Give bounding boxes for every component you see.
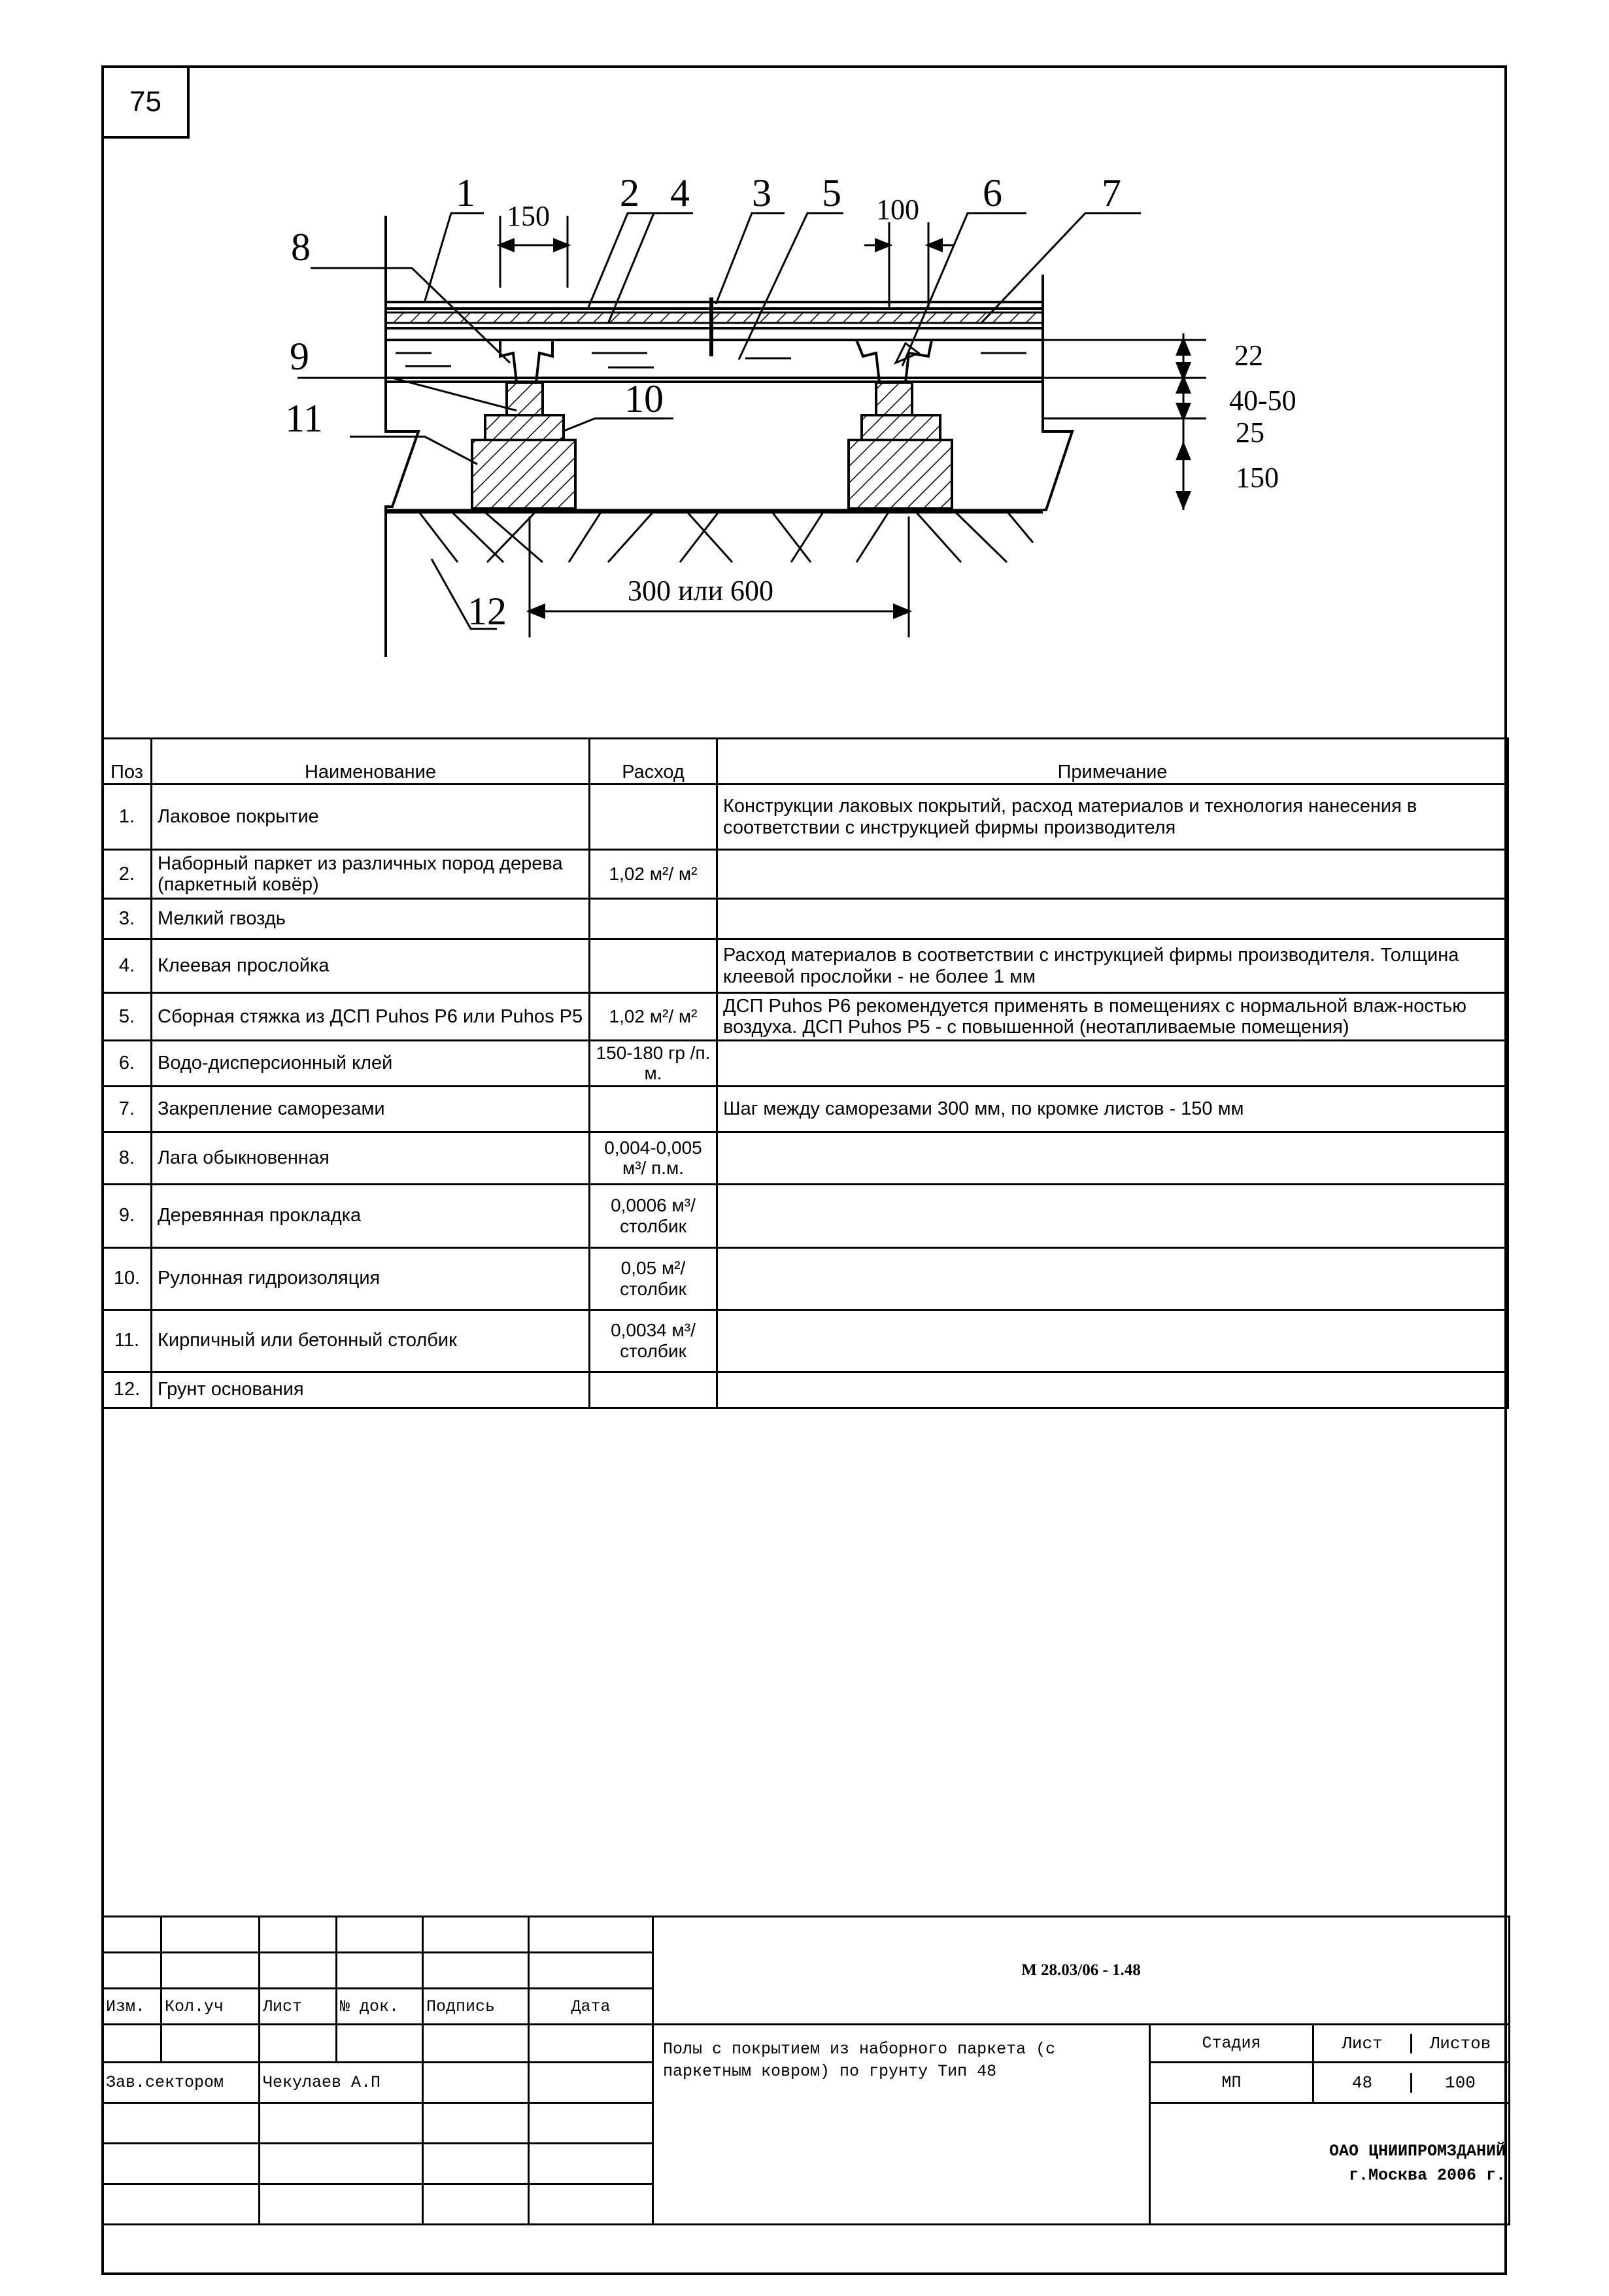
row-pos: 1. [103, 785, 152, 850]
table-row [103, 1184, 1508, 1247]
callout-6: 6 [983, 171, 1002, 214]
row-rate [590, 1086, 717, 1132]
callout-3: 3 [752, 171, 771, 214]
org-name: ОАО ЦНИИПРОМЗДАНИЙ [1329, 2142, 1506, 2161]
callout-11: 11 [285, 397, 323, 440]
head-of-sector-name: Чекулаев А.П [260, 2063, 423, 2103]
row-pos: 9. [103, 1184, 152, 1247]
stage-label: Стадия [1150, 2025, 1313, 2063]
row-name: Мелкий гвоздь [152, 899, 590, 939]
col-date: Дата [529, 1989, 653, 2025]
drawing-title: Полы с покрытием из наборного паркета (с паркетным ковром) по грунту Тип 48 [653, 2025, 1150, 2225]
row-rate [590, 899, 717, 939]
organization [1150, 2103, 1510, 2225]
table-row [103, 1309, 1508, 1372]
row-note [717, 899, 1508, 939]
dim-22: 22 [1234, 339, 1263, 371]
row-rate [590, 939, 717, 993]
header-name: Наименование [152, 739, 590, 785]
row-pos: 3. [103, 899, 152, 939]
sheets-label: Листов [1429, 2033, 1491, 2053]
row-note [717, 1372, 1508, 1408]
col-izm: Изм. [103, 1989, 161, 2025]
row-name: Деревянная прокладка [152, 1184, 590, 1247]
dim-100: 100 [876, 194, 919, 226]
row-note: Шаг между саморезами 300 мм, по кромке листов - 150 мм [717, 1086, 1508, 1132]
row-name: Сборная стяжка из ДСП Puhos P6 или Puhos P5 [152, 993, 590, 1041]
row-name: Наборный паркет из различных пород дерева (паркетный ковёр) [152, 850, 590, 899]
row-name: Клеевая прослойка [152, 939, 590, 993]
col-doc-no: № док. [337, 1989, 423, 2025]
row-note [717, 1184, 1508, 1247]
row-rate [590, 785, 717, 850]
table-row [103, 993, 1508, 1041]
document-code: М 28.03/06 - 1.48 [653, 1917, 1510, 2025]
row-pos: 7. [103, 1086, 152, 1132]
table-row [103, 1086, 1508, 1132]
row-note [717, 850, 1508, 899]
org-city-year: г.Москва 2006 г. [1348, 2165, 1506, 2185]
header-note: Примечание [717, 739, 1508, 785]
row-pos: 10. [103, 1247, 152, 1309]
col-kol-uch: Кол.уч [161, 1989, 260, 2025]
row-name: Водо-дисперсионный клей [152, 1041, 590, 1087]
title-block [101, 1916, 1510, 2225]
row-pos: 6. [103, 1041, 152, 1087]
callout-9: 9 [290, 335, 309, 378]
row-note [717, 1041, 1508, 1087]
spec-header-row [103, 739, 1508, 785]
table-row [103, 899, 1508, 939]
table-row [103, 785, 1508, 850]
sheet-label: Лист [1314, 2034, 1412, 2053]
row-rate: 0,0006 м³/ столбик [590, 1184, 717, 1247]
row-rate: 0,05 м²/ столбик [590, 1247, 717, 1309]
row-rate: 1,02 м²/ м² [590, 850, 717, 899]
floor-section-drawing [0, 0, 1609, 739]
dim-25: 25 [1236, 416, 1264, 448]
dim-300-or-600: 300 или 600 [628, 575, 774, 607]
table-row [103, 1132, 1508, 1184]
table-row [103, 850, 1508, 899]
row-rate: 150-180 гр /п. м. [590, 1041, 717, 1087]
col-signature: Подпись [423, 1989, 529, 2025]
row-pos: 12. [103, 1372, 152, 1408]
callout-12: 12 [467, 590, 507, 633]
row-rate: 1,02 м²/ м² [590, 993, 717, 1041]
callout-5: 5 [822, 171, 841, 214]
callout-8: 8 [291, 226, 311, 269]
row-name: Закрепление саморезами [152, 1086, 590, 1132]
table-row [103, 1041, 1508, 1087]
header-rate: Расход [590, 739, 717, 785]
header-pos: Поз [103, 739, 152, 785]
row-note: Конструкции лаковых покрытий, расход материалов и технология нанесения в соответствии с инструкцией фирмы производителя [717, 785, 1508, 850]
row-name: Рулонная гидроизоляция [152, 1247, 590, 1309]
dim-40-50: 40-50 [1229, 384, 1296, 416]
row-rate: 0,004-0,005 м³/ п.м. [590, 1132, 717, 1184]
row-name: Грунт основания [152, 1372, 590, 1408]
specification-table [101, 737, 1509, 1409]
row-note: ДСП Puhos P6 рекомендуется применять в помещениях с нормальной влаж-ностью воздуха. ДСП Puhos P5 - с повышенной (неотапливаемые помещения) [717, 993, 1508, 1041]
row-pos: 5. [103, 993, 152, 1041]
row-note: Расход материалов в соответствии с инструкцией фирмы производителя. Толщина клеевой прослойки - не более 1 мм [717, 939, 1508, 993]
callout-4: 4 [670, 171, 690, 214]
sheet-value: 48 [1314, 2073, 1412, 2093]
row-note [717, 1132, 1508, 1184]
callout-10: 10 [624, 377, 664, 420]
table-row [103, 1247, 1508, 1309]
head-of-sector-label: Зав.сектором [103, 2063, 260, 2103]
row-name: Лаковое покрытие [152, 785, 590, 850]
sheet-number: 75 [101, 65, 190, 139]
callout-2: 2 [620, 171, 639, 214]
table-row [103, 939, 1508, 993]
row-note [717, 1247, 1508, 1309]
stage-value: МП [1150, 2063, 1313, 2103]
row-pos: 11. [103, 1309, 152, 1372]
row-pos: 4. [103, 939, 152, 993]
dim-150-right: 150 [1236, 462, 1279, 494]
table-row [103, 1372, 1508, 1408]
row-name: Лага обыкновенная [152, 1132, 590, 1184]
callout-1: 1 [456, 171, 475, 214]
row-rate [590, 1372, 717, 1408]
callout-7: 7 [1102, 171, 1121, 214]
row-rate: 0,0034 м³/ столбик [590, 1309, 717, 1372]
sheets-value: 100 [1445, 2072, 1476, 2093]
row-pos: 2. [103, 850, 152, 899]
dim-150-top: 150 [507, 200, 550, 232]
row-name: Кирпичный или бетонный столбик [152, 1309, 590, 1372]
row-note [717, 1309, 1508, 1372]
row-pos: 8. [103, 1132, 152, 1184]
col-list: Лист [260, 1989, 337, 2025]
